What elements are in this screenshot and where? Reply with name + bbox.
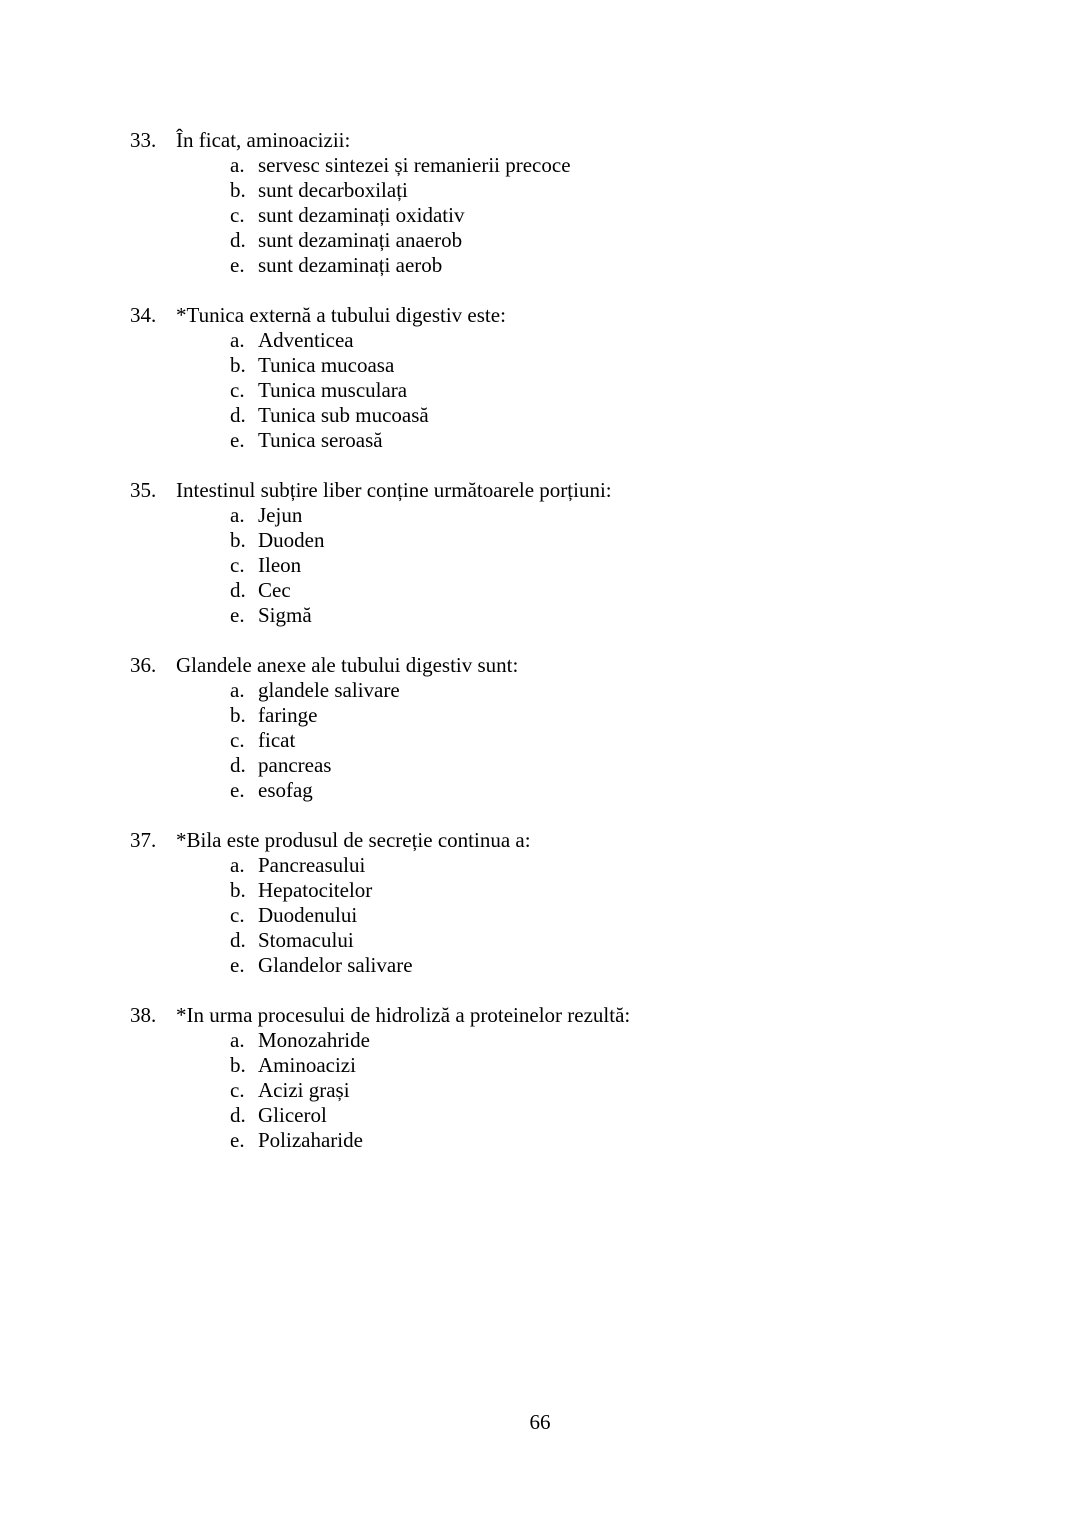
option-text: sunt decarboxilați <box>258 178 408 202</box>
option-letter: d. <box>230 753 246 777</box>
option-text: Jejun <box>258 503 303 527</box>
option-text: sunt dezaminați anaerob <box>258 228 463 252</box>
option-text: Sigmă <box>258 603 312 627</box>
option-text: Cec <box>258 578 291 602</box>
option-letter: c. <box>230 203 245 227</box>
option-text: Adventicea <box>258 328 354 352</box>
option-letter: e. <box>230 953 245 977</box>
option-letter: c. <box>230 1078 245 1102</box>
question-text: Glandele anexe ale tubului digestiv sunt: <box>176 653 519 677</box>
option-letter: c. <box>230 378 245 402</box>
option-letter: d. <box>230 403 246 427</box>
option-item <box>230 903 1020 928</box>
option-letter: a. <box>230 1028 245 1052</box>
option-item <box>230 878 1020 903</box>
option-item <box>230 428 1020 453</box>
option-item <box>230 353 1020 378</box>
option-letter: b. <box>230 703 246 727</box>
option-letter: e. <box>230 428 245 452</box>
option-item <box>230 228 1020 253</box>
option-text: Ileon <box>258 553 302 577</box>
option-text: sunt dezaminați aerob <box>258 253 443 277</box>
question-number: 37. <box>130 828 157 852</box>
option-letter: e. <box>230 1128 245 1152</box>
page-number: 66 <box>529 1410 551 1434</box>
option-text: faringe <box>258 703 318 727</box>
option-text: Monozahride <box>258 1028 370 1052</box>
option-text: Duodenului <box>258 903 358 927</box>
question-35 <box>130 478 1020 628</box>
option-text: ficat <box>258 728 296 752</box>
question-line <box>130 653 1020 678</box>
question-number: 33. <box>130 128 157 152</box>
option-item <box>230 253 1020 278</box>
option-text: Duoden <box>258 528 325 552</box>
option-text: Pancreasului <box>258 853 366 877</box>
option-item <box>230 953 1020 978</box>
option-letter: d. <box>230 928 246 952</box>
option-item <box>230 528 1020 553</box>
option-item <box>230 728 1020 753</box>
option-text: Acizi grași <box>258 1078 350 1102</box>
option-text: servesc sintezei și remanierii precoce <box>258 153 571 177</box>
option-letter: a. <box>230 328 245 352</box>
option-letter: a. <box>230 678 245 702</box>
option-item <box>230 853 1020 878</box>
option-item <box>230 753 1020 778</box>
question-text: În ficat, aminoacizii: <box>176 128 351 152</box>
question-line <box>130 303 1020 328</box>
option-letter: b. <box>230 353 246 377</box>
question-text: *Bila este produsul de secreție continua a: <box>176 828 531 852</box>
option-letter: c. <box>230 728 245 752</box>
question-38 <box>130 1003 1020 1153</box>
option-letter: d. <box>230 1103 246 1127</box>
option-item <box>230 1028 1020 1053</box>
question-line <box>130 828 1020 853</box>
option-item <box>230 203 1020 228</box>
option-text: Stomacului <box>258 928 354 952</box>
option-text: Aminoacizi <box>258 1053 356 1077</box>
question-line <box>130 478 1020 503</box>
options-list <box>230 853 1020 978</box>
option-item <box>230 928 1020 953</box>
option-text: Tunica sub mucoasă <box>258 403 429 427</box>
question-36 <box>130 653 1020 803</box>
option-text: sunt dezaminați oxidativ <box>258 203 465 227</box>
question-text: *Tunica externă a tubului digestiv este: <box>176 303 506 327</box>
question-33 <box>130 128 1020 278</box>
option-item <box>230 1053 1020 1078</box>
option-letter: a. <box>230 503 245 527</box>
option-text: Glicerol <box>258 1103 327 1127</box>
option-text: Tunica mucoasa <box>258 353 395 377</box>
question-number: 34. <box>130 303 157 327</box>
option-text: Glandelor salivare <box>258 953 413 977</box>
option-item <box>230 1078 1020 1103</box>
option-letter: b. <box>230 528 246 552</box>
question-number: 38. <box>130 1003 157 1027</box>
option-item <box>230 1103 1020 1128</box>
option-item <box>230 603 1020 628</box>
option-letter: d. <box>230 578 246 602</box>
option-text: Tunica musculara <box>258 378 408 402</box>
question-37 <box>130 828 1020 978</box>
question-34 <box>130 303 1020 453</box>
question-line <box>130 1003 1020 1028</box>
option-item <box>230 678 1020 703</box>
option-item <box>230 503 1020 528</box>
option-text: pancreas <box>258 753 332 777</box>
option-item <box>230 403 1020 428</box>
options-list <box>230 328 1020 453</box>
option-item <box>230 1128 1020 1153</box>
question-line <box>130 128 1020 153</box>
question-number: 35. <box>130 478 157 502</box>
options-list <box>230 153 1020 278</box>
option-item <box>230 328 1020 353</box>
options-list <box>230 1028 1020 1153</box>
option-letter: e. <box>230 778 245 802</box>
option-text: esofag <box>258 778 313 802</box>
options-list <box>230 503 1020 628</box>
option-text: Polizaharide <box>258 1128 363 1152</box>
option-item <box>230 378 1020 403</box>
question-text: Intestinul subțire liber conține următoarele porțiuni: <box>176 478 612 502</box>
option-item <box>230 178 1020 203</box>
option-letter: b. <box>230 1053 246 1077</box>
option-letter: a. <box>230 853 245 877</box>
option-item <box>230 553 1020 578</box>
option-text: glandele salivare <box>258 678 400 702</box>
option-item <box>230 703 1020 728</box>
question-text: *In urma procesului de hidroliză a proteinelor rezultă: <box>176 1003 631 1027</box>
option-item <box>230 153 1020 178</box>
option-letter: b. <box>230 878 246 902</box>
option-letter: b. <box>230 178 246 202</box>
option-letter: a. <box>230 153 245 177</box>
option-item <box>230 578 1020 603</box>
option-letter: d. <box>230 228 246 252</box>
option-letter: c. <box>230 903 245 927</box>
option-text: Tunica seroasă <box>258 428 383 452</box>
option-item <box>230 778 1020 803</box>
question-number: 36. <box>130 653 157 677</box>
option-letter: c. <box>230 553 245 577</box>
option-letter: e. <box>230 603 245 627</box>
options-list <box>230 678 1020 803</box>
option-text: Hepatocitelor <box>258 878 373 902</box>
option-letter: e. <box>230 253 245 277</box>
